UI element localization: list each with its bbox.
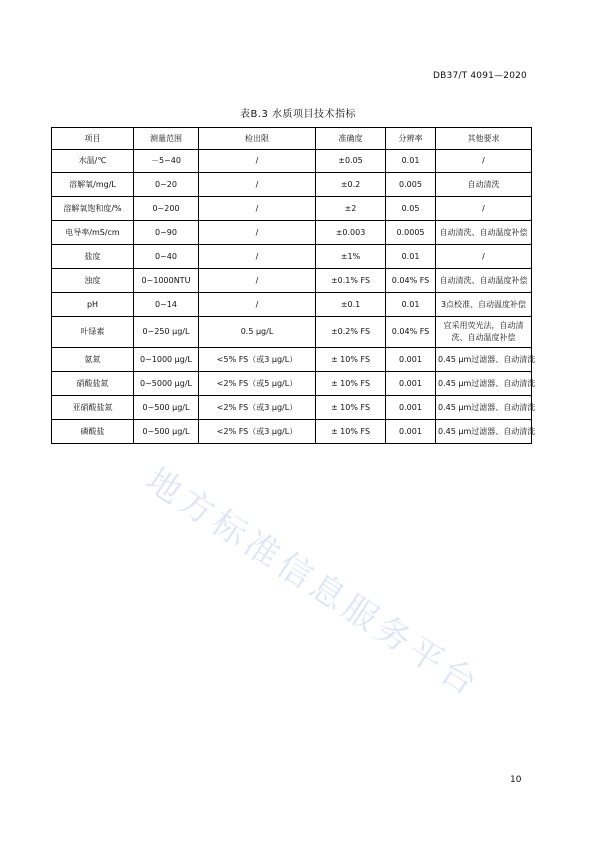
table-cell: <2% FS（或3 μg/L） xyxy=(199,420,316,444)
table-row xyxy=(52,317,532,348)
table-cell: 0.45 μm过滤器、自动清洗 xyxy=(436,372,532,396)
table-cell: －5~40 xyxy=(134,150,199,173)
table-cell: / xyxy=(199,293,316,317)
column-header-other: 其他要求 xyxy=(436,128,532,150)
table-cell: 0.04% FS xyxy=(386,269,436,293)
table-cell: 0.05 xyxy=(386,197,436,221)
table-cell: 0.01 xyxy=(386,150,436,173)
table-cell: ±0.1% FS xyxy=(316,269,386,293)
table-cell: 0~250 μg/L xyxy=(134,317,199,348)
table-cell: 0.001 xyxy=(386,396,436,420)
table-cell: 叶绿素 xyxy=(52,317,134,348)
table-cell: 0~5000 μg/L xyxy=(134,372,199,396)
table-cell: 亚硝酸盐氮 xyxy=(52,396,134,420)
table-cell: / xyxy=(199,221,316,245)
table-cell: 自动清洗、自动温度补偿 xyxy=(436,221,532,245)
table-cell: <5% FS（或3 μg/L） xyxy=(199,348,316,372)
table-cell: 0.001 xyxy=(386,420,436,444)
table-row xyxy=(52,372,532,396)
table-row xyxy=(52,420,532,444)
table-cell: 磷酸盐 xyxy=(52,420,134,444)
table-header-row xyxy=(52,128,532,150)
table-cell: <2% FS（或5 μg/L） xyxy=(199,372,316,396)
table-cell: / xyxy=(199,173,316,197)
table-cell: 0.45 μm过滤器、自动清洗 xyxy=(436,420,532,444)
table-cell: 氨氮 xyxy=(52,348,134,372)
table-cell: 0.001 xyxy=(386,348,436,372)
table-cell: 0~500 μg/L xyxy=(134,420,199,444)
column-header-resolution: 分辨率 xyxy=(386,128,436,150)
table-cell: 0.01 xyxy=(386,245,436,269)
column-header-item: 项目 xyxy=(52,128,134,150)
table-row xyxy=(52,221,532,245)
table-cell: 0.5 μg/L xyxy=(199,317,316,348)
page-number: 10 xyxy=(510,775,522,785)
table-cell: <2% FS（或3 μg/L） xyxy=(199,396,316,420)
table-cell: 浊度 xyxy=(52,269,134,293)
table-row xyxy=(52,269,532,293)
table-cell: / xyxy=(436,150,532,173)
table-cell: ±0.003 xyxy=(316,221,386,245)
table-title: 表B.3 水质项目技术指标 xyxy=(239,109,357,120)
table-cell: 0~14 xyxy=(134,293,199,317)
table-cell: 溶解氧/mg/L xyxy=(52,173,134,197)
table-cell: 溶解氧饱和度/% xyxy=(52,197,134,221)
table-cell: 0~500 μg/L xyxy=(134,396,199,420)
table-cell: ± 10% FS xyxy=(316,420,386,444)
column-header-accuracy: 准确度 xyxy=(316,128,386,150)
table-cell: ±0.2% FS xyxy=(316,317,386,348)
table-cell: / xyxy=(199,269,316,293)
table-cell: 0~1000NTU xyxy=(134,269,199,293)
table-row xyxy=(52,173,532,197)
table-cell: ±0.05 xyxy=(316,150,386,173)
table-cell: 0.01 xyxy=(386,293,436,317)
standard-code: DB37/T 4091—2020 xyxy=(433,71,527,81)
watermark: 地方标准信息服务平台 xyxy=(138,459,488,706)
table-cell: ± 10% FS xyxy=(316,372,386,396)
table-cell: 0.45 μm过滤器、自动清洗 xyxy=(436,348,532,372)
table-row xyxy=(52,197,532,221)
table-row xyxy=(52,245,532,269)
table-cell: 盐度 xyxy=(52,245,134,269)
table-row xyxy=(52,293,532,317)
table-cell: ±1% xyxy=(316,245,386,269)
table-row xyxy=(52,396,532,420)
table-cell: 0.45 μm过滤器、自动清洗 xyxy=(436,396,532,420)
table-cell: / xyxy=(199,245,316,269)
table-cell: pH xyxy=(52,293,134,317)
table-cell: 0~200 xyxy=(134,197,199,221)
table-row xyxy=(52,150,532,173)
table-cell: 0~90 xyxy=(134,221,199,245)
table-cell: 0.001 xyxy=(386,372,436,396)
table-cell: / xyxy=(436,197,532,221)
table-cell: 0~20 xyxy=(134,173,199,197)
table-cell: / xyxy=(436,245,532,269)
table-cell: 0.0005 xyxy=(386,221,436,245)
table-cell: 自动清洗 xyxy=(436,173,532,197)
table-cell: 0.04% FS xyxy=(386,317,436,348)
table-cell: 3点校准、自动温度补偿 xyxy=(436,293,532,317)
column-header-detection-limit: 检出限 xyxy=(199,128,316,150)
table-cell: ± 10% FS xyxy=(316,396,386,420)
table-cell: / xyxy=(199,197,316,221)
table-cell: 电导率/mS/cm xyxy=(52,221,134,245)
water-quality-spec-table xyxy=(51,127,536,444)
table-cell: 0~40 xyxy=(134,245,199,269)
table-cell: 0~1000 μg/L xyxy=(134,348,199,372)
column-header-range: 测量范围 xyxy=(134,128,199,150)
table-cell: ±0.2 xyxy=(316,173,386,197)
table-cell: / xyxy=(199,150,316,173)
table-cell: ± 10% FS xyxy=(316,348,386,372)
table-cell: ±2 xyxy=(316,197,386,221)
table-cell: 宜采用荧光法，自动清洗、自动温度补偿 xyxy=(436,317,532,348)
table-row xyxy=(52,348,532,372)
table-cell: 0.005 xyxy=(386,173,436,197)
table-cell: 自动清洗、自动温度补偿 xyxy=(436,269,532,293)
table-cell: 硝酸盐氮 xyxy=(52,372,134,396)
table-cell: 水温/℃ xyxy=(52,150,134,173)
table-cell: ±0.1 xyxy=(316,293,386,317)
